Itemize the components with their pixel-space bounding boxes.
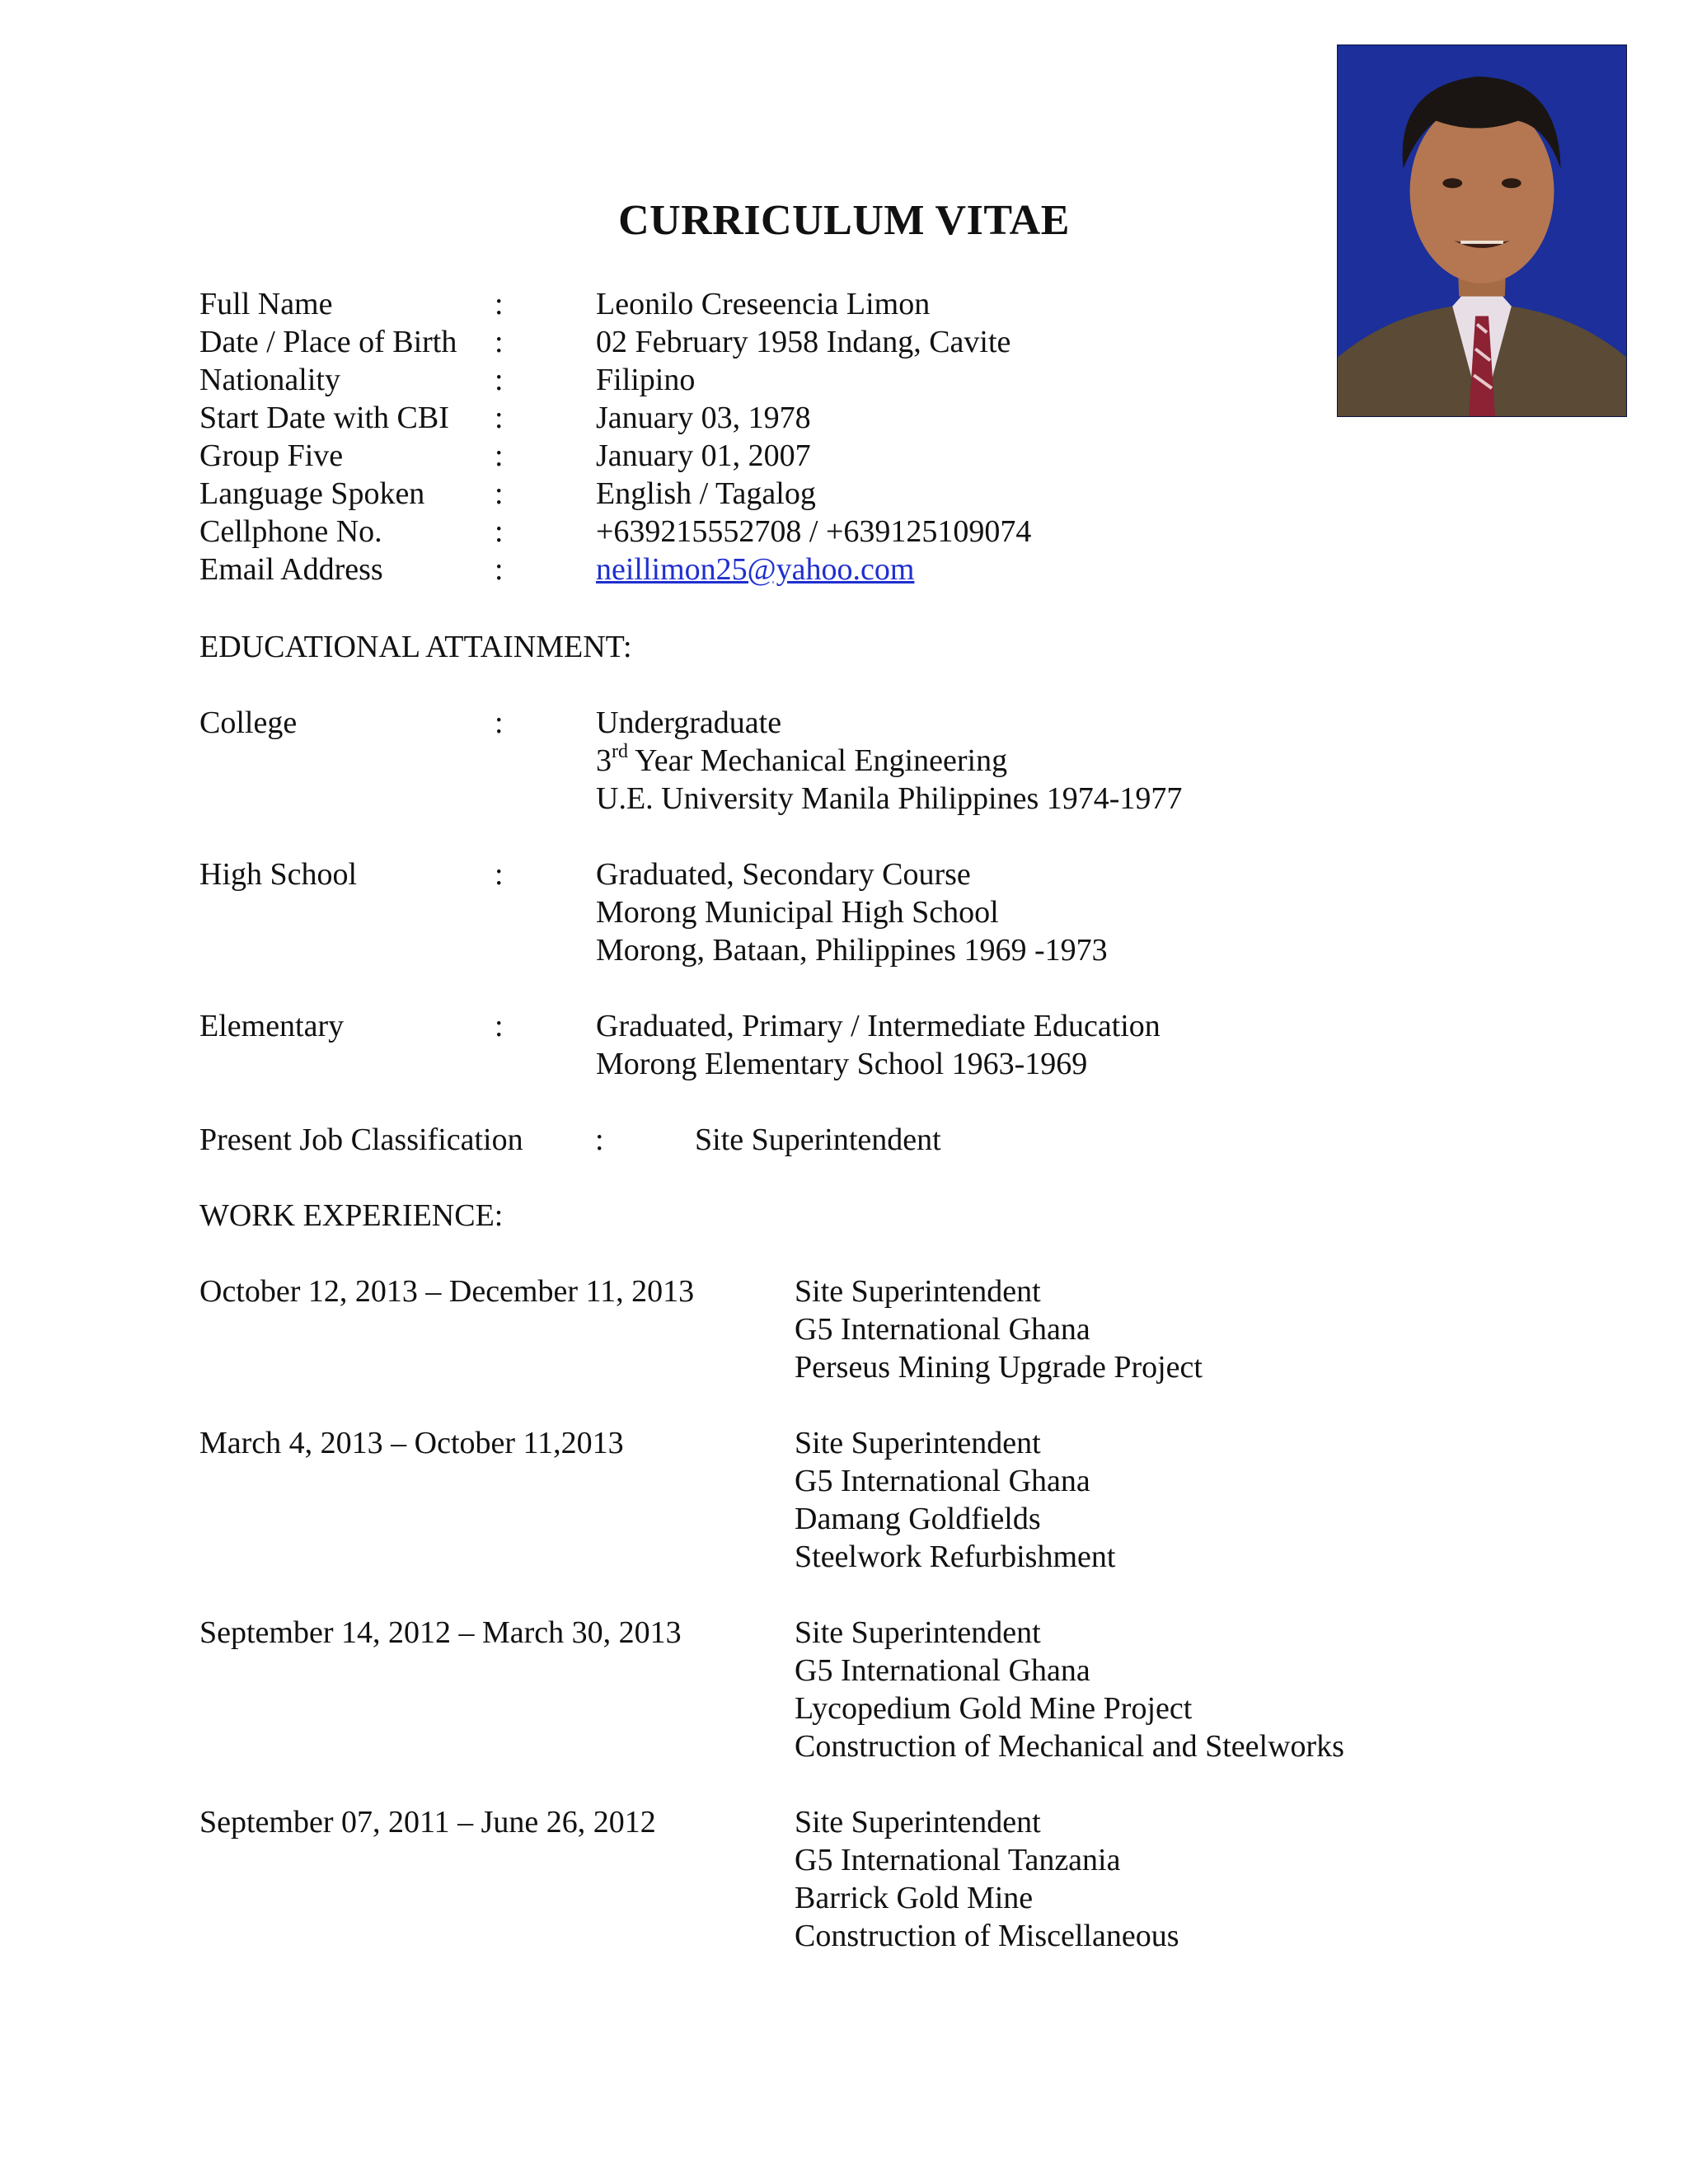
work-line: Site Superintendent	[795, 1615, 1041, 1650]
colon: :	[495, 552, 504, 587]
colon: :	[495, 514, 504, 549]
language-label: Language Spoken	[199, 476, 425, 511]
colon: :	[495, 325, 504, 359]
work-dates: September 14, 2012 – March 30, 2013	[199, 1615, 682, 1650]
work-line: Perseus Mining Upgrade Project	[795, 1350, 1203, 1385]
colon: :	[495, 705, 504, 740]
cv-title: CURRICULUM VITAE	[618, 197, 1070, 244]
high-school-line: Morong Municipal High School	[596, 895, 999, 930]
colon: :	[495, 438, 504, 473]
colon: :	[595, 1122, 604, 1157]
education-heading: EDUCATIONAL ATTAINMENT:	[199, 630, 632, 664]
college-line: 3rd Year Mechanical Engineering	[596, 741, 1008, 778]
work-line: Site Superintendent	[795, 1805, 1041, 1840]
colon: :	[495, 363, 504, 397]
college-line: U.E. University Manila Philippines 1974-1977	[596, 781, 1183, 816]
birth-value: 02 February 1958 Indang, Cavite	[596, 325, 1011, 359]
start-date-label: Start Date with CBI	[199, 401, 449, 435]
elementary-line: Morong Elementary School 1963-1969	[596, 1047, 1088, 1081]
group-five-value: January 01, 2007	[596, 438, 811, 473]
group-five-label: Group Five	[199, 438, 344, 473]
work-dates: October 12, 2013 – December 11, 2013	[199, 1274, 695, 1309]
language-value: English / Tagalog	[596, 476, 816, 511]
high-school-label: High School	[199, 857, 358, 892]
work-line: Site Superintendent	[795, 1426, 1041, 1460]
job-value: Site Superintendent	[695, 1122, 941, 1157]
work-line: Construction of Mechanical and Steelworks	[795, 1729, 1344, 1764]
college-line: Undergraduate	[596, 705, 782, 740]
cellphone-value: +639215552708 / +639125109074	[596, 514, 1032, 549]
work-line: G5 International Ghana	[795, 1464, 1090, 1498]
email-label: Email Address	[199, 552, 383, 587]
colon: :	[495, 1009, 504, 1043]
email-link[interactable]: neillimon25@yahoo.com	[596, 552, 915, 587]
college-label: College	[199, 705, 298, 740]
nationality-label: Nationality	[199, 363, 340, 397]
work-line: Steelwork Refurbishment	[795, 1540, 1116, 1574]
work-line: Site Superintendent	[795, 1274, 1041, 1309]
work-line: Damang Goldfields	[795, 1502, 1041, 1536]
work-line: Construction of Miscellaneous	[795, 1919, 1179, 1953]
full-name-value: Leonilo Creseencia Limon	[596, 287, 931, 321]
elementary-label: Elementary	[199, 1009, 345, 1043]
job-label: Present Job Classification	[199, 1122, 523, 1157]
work-line: Lycopedium Gold Mine Project	[795, 1691, 1193, 1726]
colon: :	[495, 857, 504, 892]
work-heading: WORK EXPERIENCE:	[199, 1198, 504, 1233]
high-school-line: Morong, Bataan, Philippines 1969 -1973	[596, 933, 1108, 968]
cellphone-label: Cellphone No.	[199, 514, 382, 549]
start-date-value: January 03, 1978	[596, 401, 811, 435]
high-school-line: Graduated, Secondary Course	[596, 857, 971, 892]
work-dates: March 4, 2013 – October 11,2013	[199, 1426, 624, 1460]
colon: :	[495, 401, 504, 435]
work-line: G5 International Ghana	[795, 1653, 1090, 1688]
work-line: Barrick Gold Mine	[795, 1881, 1034, 1915]
elementary-line: Graduated, Primary / Intermediate Education	[596, 1009, 1160, 1043]
work-line: G5 International Tanzania	[795, 1843, 1121, 1877]
birth-label: Date / Place of Birth	[199, 325, 457, 359]
work-line: G5 International Ghana	[795, 1312, 1090, 1347]
full-name-label: Full Name	[199, 287, 333, 321]
nationality-value: Filipino	[596, 363, 696, 397]
work-dates: September 07, 2011 – June 26, 2012	[199, 1805, 656, 1840]
colon: :	[495, 287, 504, 321]
colon: :	[495, 476, 504, 511]
